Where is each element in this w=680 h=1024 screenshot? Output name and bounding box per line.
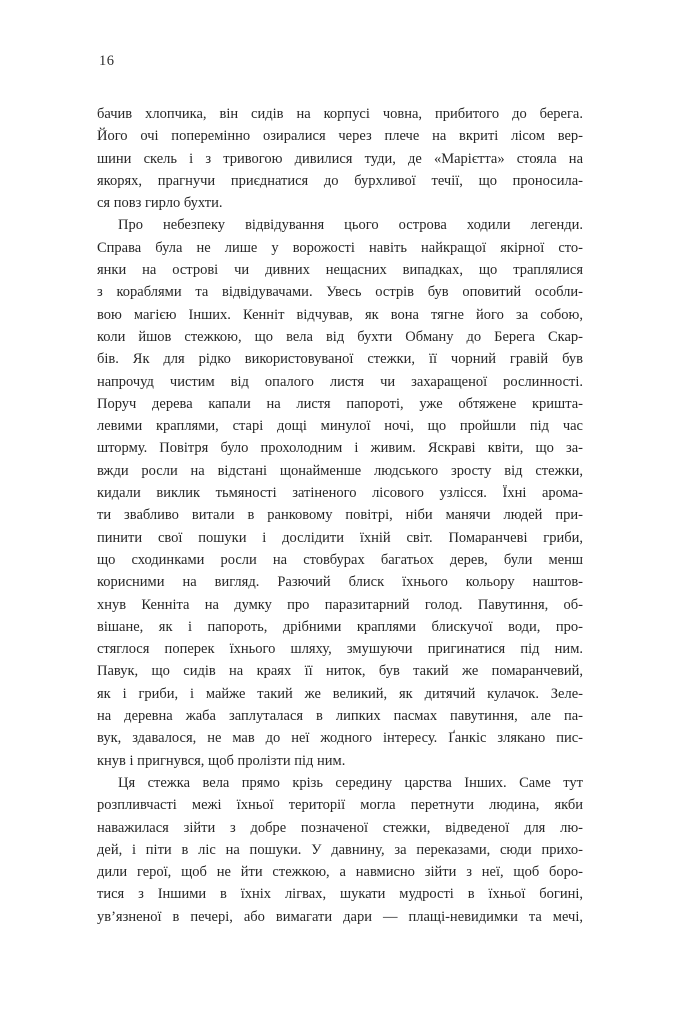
text-line: розпливчасті межі їхньої території могла перетнути людина, якби xyxy=(97,797,583,814)
text-line: бів. Як для рідко використовуваної стежки, її чорний гравій був xyxy=(97,351,583,368)
body-text xyxy=(97,103,583,928)
text-line: стяглося поперек їхнього шляху, змушуючи пригинатися під ним. xyxy=(97,641,583,658)
text-line: Справа була не лише у ворожості навіть найкращої якірної сто- xyxy=(97,239,583,256)
paragraph xyxy=(97,214,583,771)
text-line: з кораблями та відвідувачами. Увесь острів був оповитий особли- xyxy=(97,284,583,301)
text-line: бачив хлопчика, він сидів на корпусі човна, прибитого до берега. xyxy=(97,106,583,122)
text-line: вжди росли на відстані щонайменше людського зросту від стежки, xyxy=(97,462,583,479)
text-line: хнув Кенніта на думку про паразитарний голод. Павутиння, об- xyxy=(97,596,583,613)
text-line: тися з Іншими в їхніх лігвах, шукати мудрості в їхньої богині, xyxy=(97,886,583,903)
text-line: напрочуд чистим від опалого листя чи захаращеної рослинності. xyxy=(97,373,583,390)
text-line: ув’язненої в печері, або вимагати дари — плащі-невидимки та мечі, xyxy=(97,908,583,925)
text-line: Поруч дерева капали на листя папороті, уже обтяжене кришта- xyxy=(97,395,583,412)
text-line: коли йшов стежкою, що вела від бухти Обману до Берега Скар- xyxy=(97,328,583,345)
text-line: Про небезпеку відвідування цього острова ходили легенди. xyxy=(118,217,583,234)
text-line: янки на острові чи дивних нещасних випадках, що траплялися xyxy=(97,262,583,279)
text-line: шини скель і з тривогою дивилися туди, де «Марієтта» стояла на xyxy=(97,150,583,167)
text-line: левими краплями, старі дощі минулої ночі, що пройшли під час xyxy=(97,418,583,435)
text-line: що сходинками росли на стовбурах багатьох дерев, були менш xyxy=(97,551,583,568)
page-number: 16 xyxy=(99,53,115,69)
text-line: якорях, прагнучи приєднатися до бурхливої течії, що проносила- xyxy=(97,172,583,189)
text-line: шторму. Повітря було прохолодним і живим. Яскраві квіти, що за- xyxy=(97,440,583,457)
text-line: Його очі поперемінно озиралися через плече на вкриті лісом вер- xyxy=(97,128,583,145)
paragraph xyxy=(97,772,583,928)
text-line: Ця стежка вела прямо крізь середину царства Інших. Саме тут xyxy=(118,774,583,791)
text-line: дей, і піти в ліс на пошуки. У давнину, за переказами, сюди прихо- xyxy=(97,841,583,858)
text-line: вук, здавалося, не мав до неї жодного інтересу. Ґанкіс злякано пис- xyxy=(97,730,583,747)
text-line: кнув і пригнувся, щоб пролізти під ним. xyxy=(97,752,346,769)
text-line: дили герої, щоб не йти стежкою, а навмисно зійти з неї, щоб боро- xyxy=(97,864,583,881)
text-line: ти звабливо витали в ранковому повітрі, ніби манячи людей при- xyxy=(97,507,583,524)
text-line: корисними на вигляд. Разючий блиск їхнього кольору наштов- xyxy=(97,574,583,591)
text-line: Павук, що сидів на краях її ниток, був такий же помаранчевий, xyxy=(97,663,583,680)
text-line: наважилася зійти з добре позначеної стежки, відведеної для лю- xyxy=(97,819,583,836)
text-line: як і гриби, і майже такий же великий, як дитячий кулачок. Зеле- xyxy=(97,685,583,702)
text-line: ся повз гирло бухти. xyxy=(97,195,223,212)
text-line: пинити свої пошуки і дослідити їхній світ. Помаранчеві гриби, xyxy=(97,529,583,546)
paragraph xyxy=(97,103,583,214)
text-line: вішане, як і папороть, дрібними краплями блискучої води, про- xyxy=(97,618,583,635)
text-line: вою магією Інших. Кенніт відчував, як вона тягне його за собою, xyxy=(97,306,583,323)
text-line: на деревна жаба заплуталася в липких пасмах павутиння, але па- xyxy=(97,708,583,725)
text-line: кидали виклик тьмяності затіненого лісового узлісся. Їхні арома- xyxy=(97,485,583,502)
